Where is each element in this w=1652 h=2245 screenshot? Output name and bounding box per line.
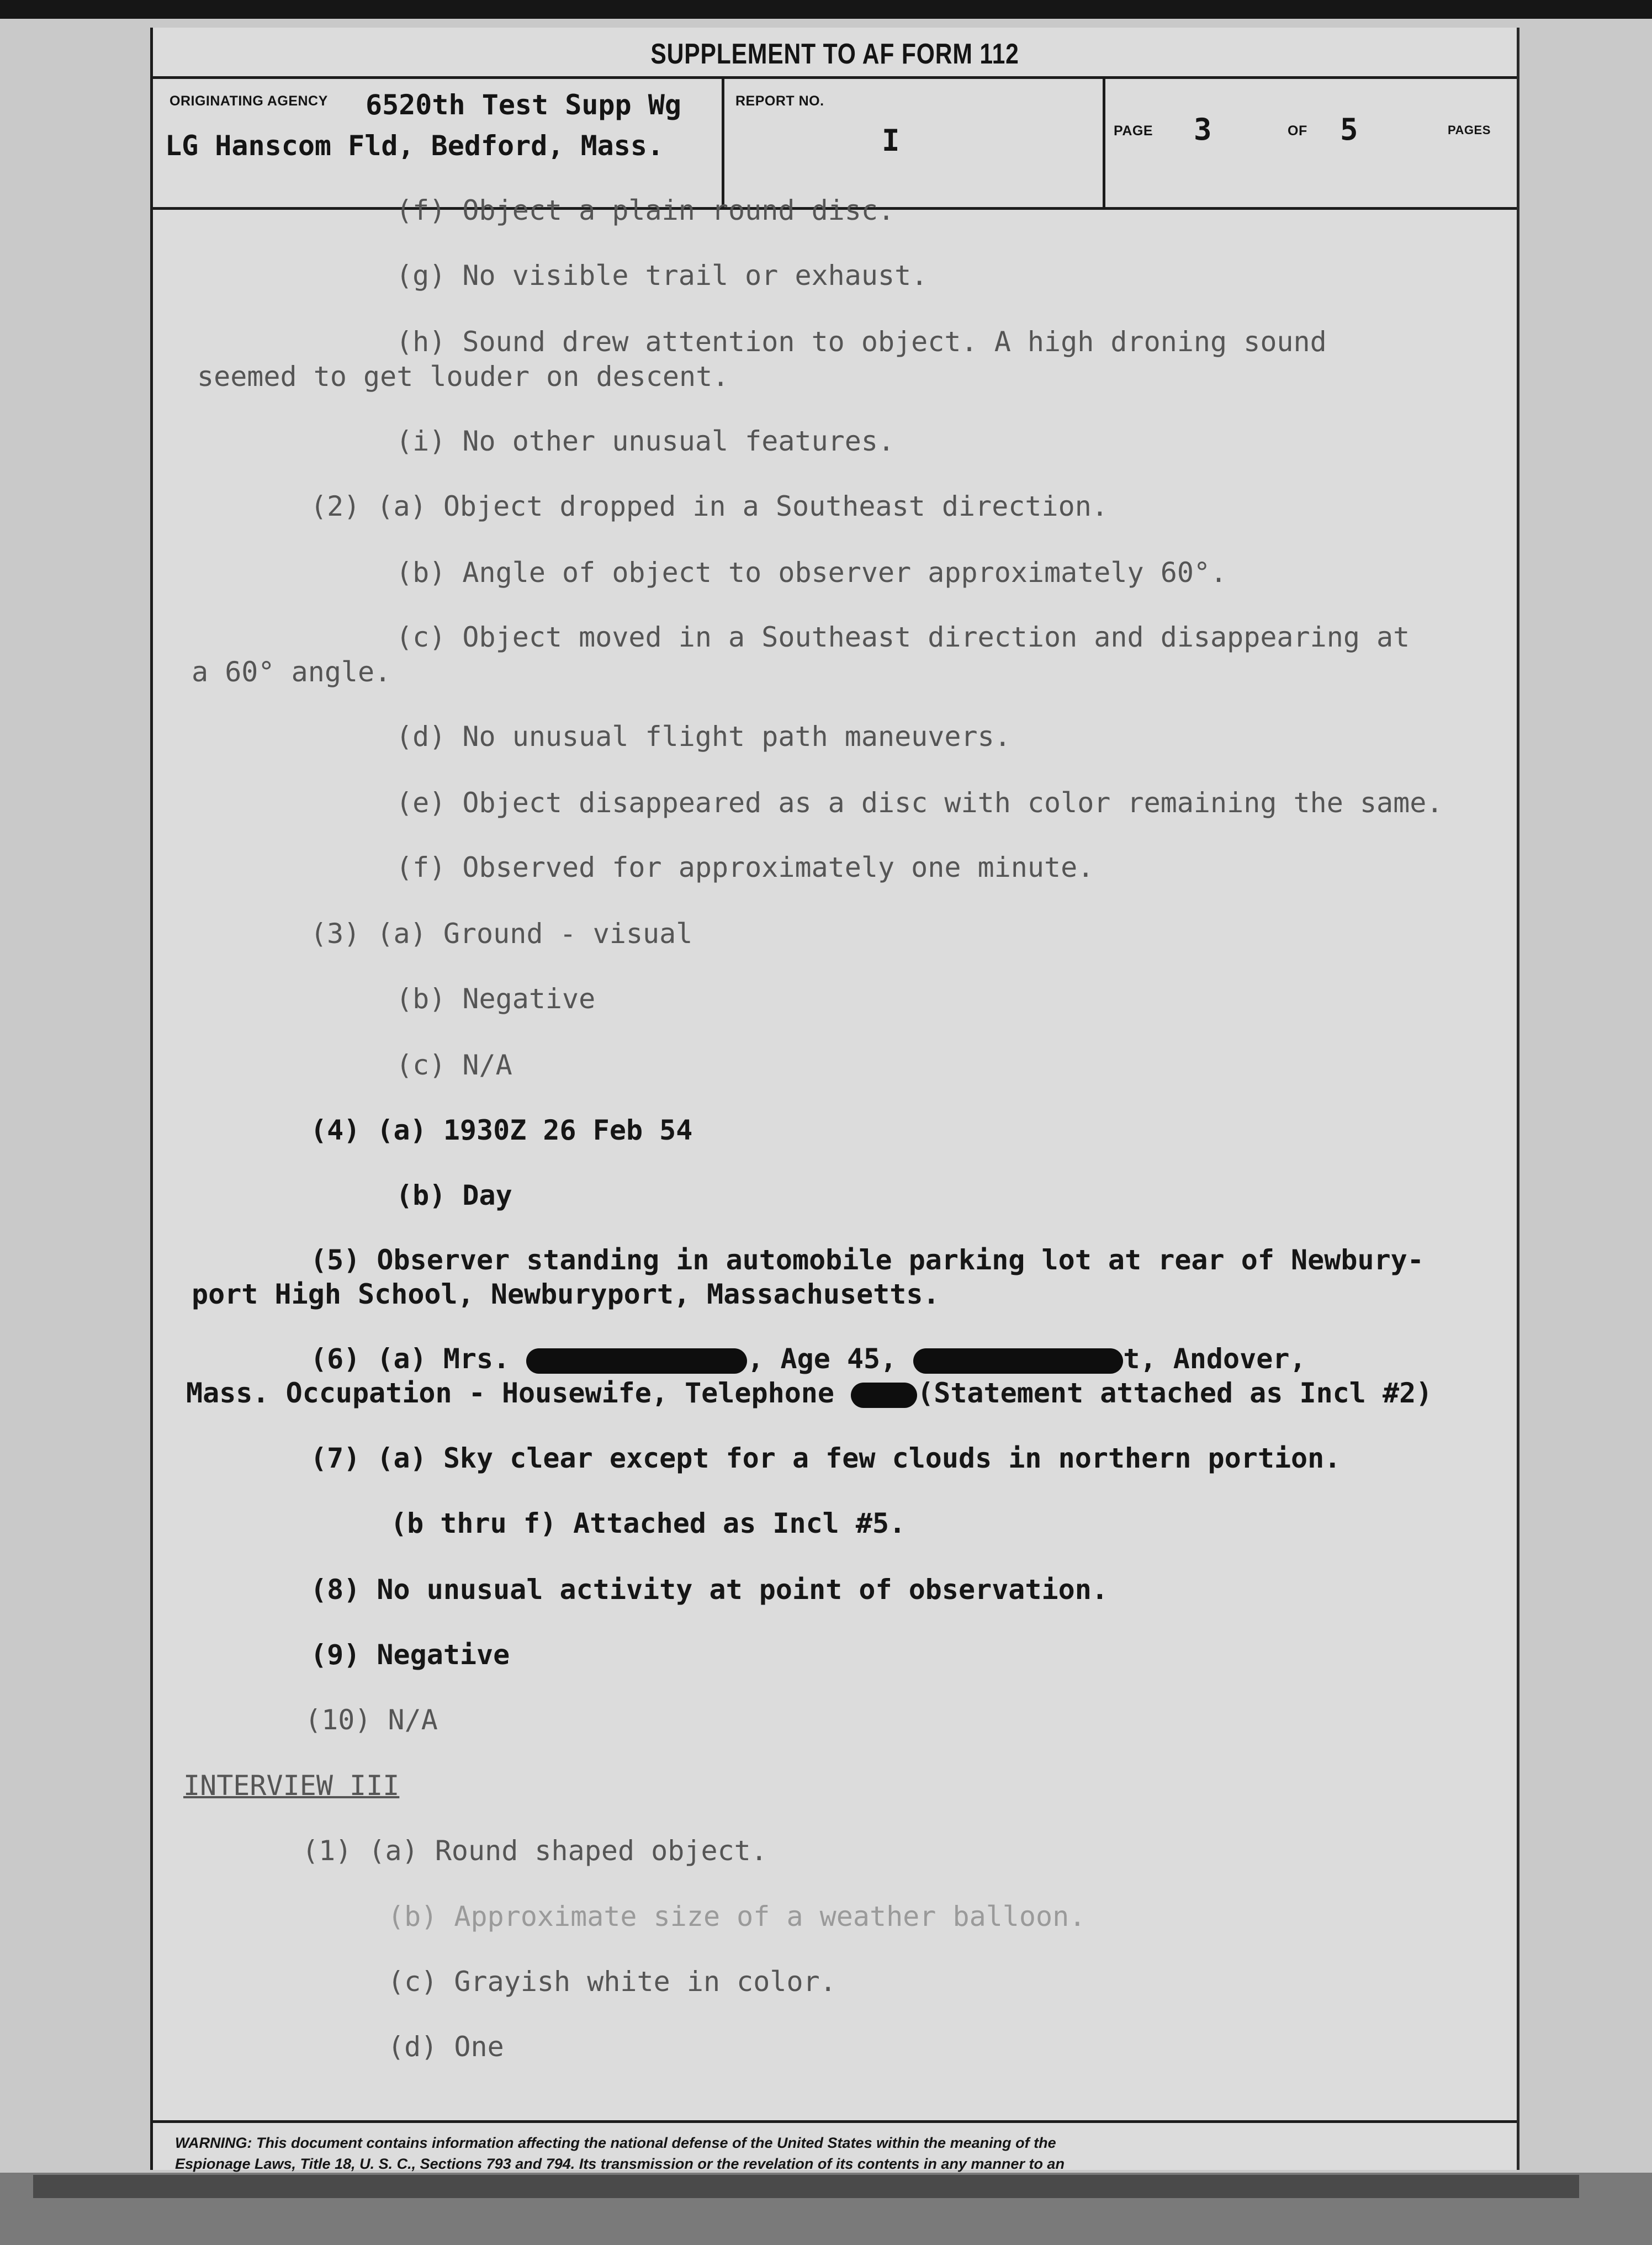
text-line: (2) (a) Object dropped in a Southeast direction. bbox=[310, 490, 1108, 522]
text-line: (5) Observer standing in automobile parking lot at rear of Newbury- bbox=[310, 1244, 1424, 1276]
warning-line: Espionage Laws, Title 18, U. S. C., Sections 793 and 794. Its transmission or the revelation of its contents in any manner to an bbox=[175, 2156, 1065, 2172]
text-line-with-redactions bbox=[310, 1343, 1306, 1375]
text-line: (i) No other unusual features. bbox=[396, 425, 895, 457]
redaction-mark bbox=[851, 1383, 917, 1408]
text-line: (c) N/A bbox=[396, 1049, 512, 1081]
text-line: (b) Angle of object to observer approximately 60°. bbox=[396, 557, 1227, 589]
scan-top-border bbox=[0, 0, 1652, 19]
text-line: a 60° angle. bbox=[192, 656, 391, 688]
header-divider bbox=[722, 79, 724, 207]
text-line: (4) (a) 1930Z 26 Feb 54 bbox=[310, 1114, 693, 1146]
report-number: I bbox=[882, 123, 900, 158]
report-no-label: REPORT NO. bbox=[735, 93, 824, 109]
scan-bottom-border bbox=[0, 2173, 1652, 2245]
page-label: PAGE bbox=[1114, 123, 1153, 139]
warning-notice bbox=[175, 2132, 1500, 2174]
text-line: (7) (a) Sky clear except for a few clouds in northern portion. bbox=[310, 1442, 1341, 1474]
redaction-mark bbox=[526, 1348, 747, 1374]
text-line: (9) Negative bbox=[310, 1639, 510, 1671]
text-line: port High School, Newburyport, Massachusetts. bbox=[192, 1278, 940, 1310]
text-line: (8) No unusual activity at point of observation. bbox=[310, 1574, 1108, 1606]
originating-agency-label: ORIGINATING AGENCY bbox=[170, 93, 328, 109]
text-line: (3) (a) Ground - visual bbox=[310, 918, 693, 950]
text-line: seemed to get louder on descent. bbox=[197, 361, 729, 393]
pages-label: PAGES bbox=[1448, 123, 1491, 137]
text-segment: Mass. Occupation - Housewife, Telephone bbox=[186, 1377, 834, 1409]
of-label: OF bbox=[1288, 123, 1307, 139]
originating-agency-line2: LG Hanscom Fld, Bedford, Mass. bbox=[165, 130, 664, 162]
text-line: (c) Grayish white in color. bbox=[388, 1966, 836, 1998]
text-line: (b) Negative bbox=[396, 983, 596, 1015]
total-pages: 5 bbox=[1340, 112, 1358, 147]
text-line: (h) Sound drew attention to object. A high droning sound bbox=[396, 326, 1327, 358]
text-segment: t, Andover, bbox=[1123, 1343, 1306, 1375]
text-line: (b) Approximate size of a weather balloon. bbox=[388, 1900, 1086, 1932]
text-line: (10) N/A bbox=[305, 1704, 438, 1736]
text-line: (d) One bbox=[388, 2031, 504, 2063]
page-number: 3 bbox=[1194, 112, 1212, 147]
section-heading: INTERVIEW III bbox=[183, 1770, 400, 1802]
originating-agency-line1: 6520th Test Supp Wg bbox=[366, 89, 681, 121]
redaction-mark bbox=[913, 1348, 1123, 1374]
text-line: (c) Object moved in a Southeast direction and disappearing at bbox=[396, 621, 1410, 653]
form-title: SUPPLEMENT TO AF FORM 112 bbox=[650, 38, 1019, 70]
text-line: (g) No visible trail or exhaust. bbox=[396, 260, 928, 292]
footer-rule bbox=[153, 2120, 1517, 2123]
warning-line: WARNING: This document contains information affecting the national defense of the United States within the meaning of the bbox=[175, 2135, 1056, 2151]
text-line: (e) Object disappeared as a disc with color remaining the same. bbox=[396, 787, 1443, 819]
text-line: (b thru f) Attached as Incl #5. bbox=[390, 1507, 906, 1539]
text-line: (1) (a) Round shaped object. bbox=[302, 1835, 767, 1867]
text-segment: (6) (a) Mrs. bbox=[310, 1343, 510, 1375]
text-line: (d) No unusual flight path maneuvers. bbox=[396, 721, 1011, 753]
text-segment: (Statement attached as Incl #2) bbox=[917, 1377, 1433, 1409]
header-divider bbox=[1103, 79, 1105, 207]
document-page bbox=[150, 28, 1519, 2170]
text-segment: , Age 45, bbox=[747, 1343, 897, 1375]
text-line: (f) Object a plain round disc. bbox=[396, 194, 895, 226]
text-line: (f) Observed for approximately one minute. bbox=[396, 851, 1094, 883]
form-header-box bbox=[153, 76, 1517, 210]
text-line: (b) Day bbox=[396, 1179, 512, 1211]
text-line-with-redactions bbox=[186, 1377, 1432, 1409]
